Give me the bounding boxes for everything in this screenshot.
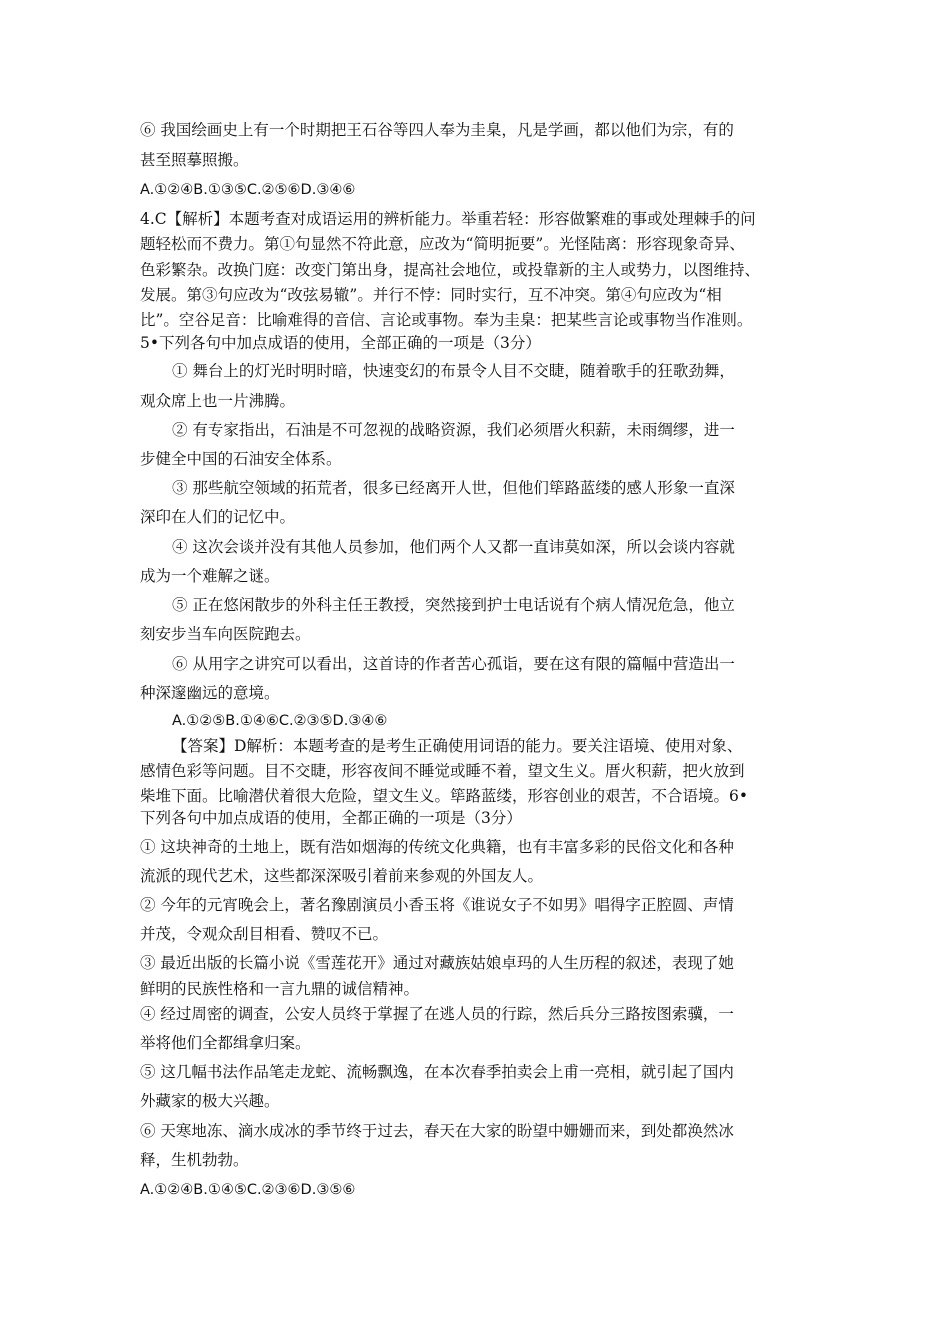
text-line: ⑤ 正在悠闲散步的外科主任王教授，突然接到护士电话说有个病人情况危急，他立 (172, 596, 735, 614)
text-line: 并茂，令观众刮目相看、赞叹不已。 (140, 925, 389, 943)
text-line: ② 今年的元宵晚会上，著名豫剧演员小香玉将《谁说女子不如男》唱得字正腔圆、声情 (140, 896, 734, 914)
text-line: 成为一个难解之谜。 (140, 567, 280, 585)
text-line: 流派的现代艺术，这些都深深吸引着前来参观的外国友人。 (140, 867, 544, 885)
text-line: 外藏家的极大兴趣。 (140, 1092, 280, 1110)
text-line: ⑥ 从用字之讲究可以看出，这首诗的作者苦心孤诣，要在这有限的篇幅中营造出一 (172, 655, 735, 673)
text-line: ② 有专家指出，石油是不可忽视的战略资源，我们必须厝火积薪，未雨绸缪，进一 (172, 421, 735, 439)
text-line: 柴堆下面。比喻潜伏着很大危险，望文生义。筚路蓝缕，形容创业的艰苦，不合语境。6• (140, 787, 749, 805)
text-line: 举将他们全都缉拿归案。 (140, 1034, 311, 1052)
text-line: 色彩繁杂。改换门庭：改变门第出身，提高社会地位，或投靠新的主人或势力，以图维持、 (140, 261, 761, 279)
question-heading: 下列各句中加点成语的使用，全都正确的一项是（3分） (140, 809, 522, 827)
text-line: ⑤ 这几幅书法作品笔走龙蛇、流畅飘逸，在本次春季拍卖会上甫一亮相，就引起了国内 (140, 1063, 734, 1081)
text-line: ④ 这次会谈并没有其他人员参加，他们两个人又都一直讳莫如深，所以会谈内容就 (172, 538, 735, 556)
text-line: 观众席上也一片沸腾。 (140, 392, 296, 410)
text-line: 释，生机勃勃。 (140, 1151, 249, 1169)
answer-explanation: 【答案】D解析：本题考查的是考生正确使用词语的能力。要关注语境、使用对象、 (172, 737, 743, 755)
text-line: ③ 最近出版的长篇小说《雪莲花开》通过对藏族姑娘卓玛的人生历程的叙述，表现了她 (140, 954, 734, 972)
text-line: 4.C【解析】本题考查对成语运用的辨析能力。举重若轻：形容做繁难的事或处理棘手的问 (140, 210, 756, 228)
text-line: 种深邃幽远的意境。 (140, 684, 280, 702)
answer-options: A.①②④B.①③⑤C.②⑤⑥D.③④⑥ (140, 182, 356, 198)
text-line: ④ 经过周密的调查，公安人员终于掌握了在逃人员的行踪，然后兵分三路按图索骥，一 (140, 1005, 734, 1023)
text-line: 比”。空谷足音：比喻难得的音信、言论或事物。奉为圭臬：把某些言论或事物当作准则。 (140, 311, 753, 329)
text-line: 深印在人们的记忆中。 (140, 508, 296, 526)
answer-options: A.①②⑤B.①④⑥C.②③⑤D.③④⑥ (172, 713, 388, 729)
answer-options: A.①②④B.①④⑤C.②③⑥D.③⑤⑥ (140, 1182, 356, 1198)
text-line: 步健全中国的石油安全体系。 (140, 450, 342, 468)
text-line: 发展。第③句应改为“改弦易辙”。并行不悖：同时实行，互不冲突。第④句应改为“相 (140, 286, 722, 304)
text-line: ⑥ 我国绘画史上有一个时期把王石谷等四人奉为圭臬，凡是学画，都以他们为宗，有的 (140, 121, 734, 139)
text-line: ① 舞台上的灯光时明时暗，快速变幻的布景令人目不交睫，随着歌手的狂歌劲舞， (172, 362, 735, 380)
text-line: 刻安步当车向医院跑去。 (140, 625, 311, 643)
text-line: ① 这块神奇的土地上，既有浩如烟海的传统文化典籍，也有丰富多彩的民俗文化和各种 (140, 838, 734, 856)
text-line: ③ 那些航空领域的拓荒者，很多已经离开人世，但他们筚路蓝缕的感人形象一直深 (172, 479, 735, 497)
text-line: 甚至照摹照搬。 (140, 151, 249, 169)
text-line: ⑥ 天寒地冻、滴水成冰的季节终于过去，春天在大家的盼望中姗姗而来，到处都涣然冰 (140, 1122, 734, 1140)
question-heading: 5•下列各句中加点成语的使用，全部正确的一项是（3分） (140, 334, 541, 352)
text-line: 题轻松而不费力。第①句显然不符此意，应改为“简明扼要”。光怪陆离：形容现象奇异、 (140, 235, 745, 253)
text-line: 感情色彩等问题。目不交睫，形容夜间不睡觉或睡不着，望文生义。厝火积薪，把火放到 (140, 762, 745, 780)
text-line: 鲜明的民族性格和一言九鼎的诚信精神。 (140, 980, 420, 998)
